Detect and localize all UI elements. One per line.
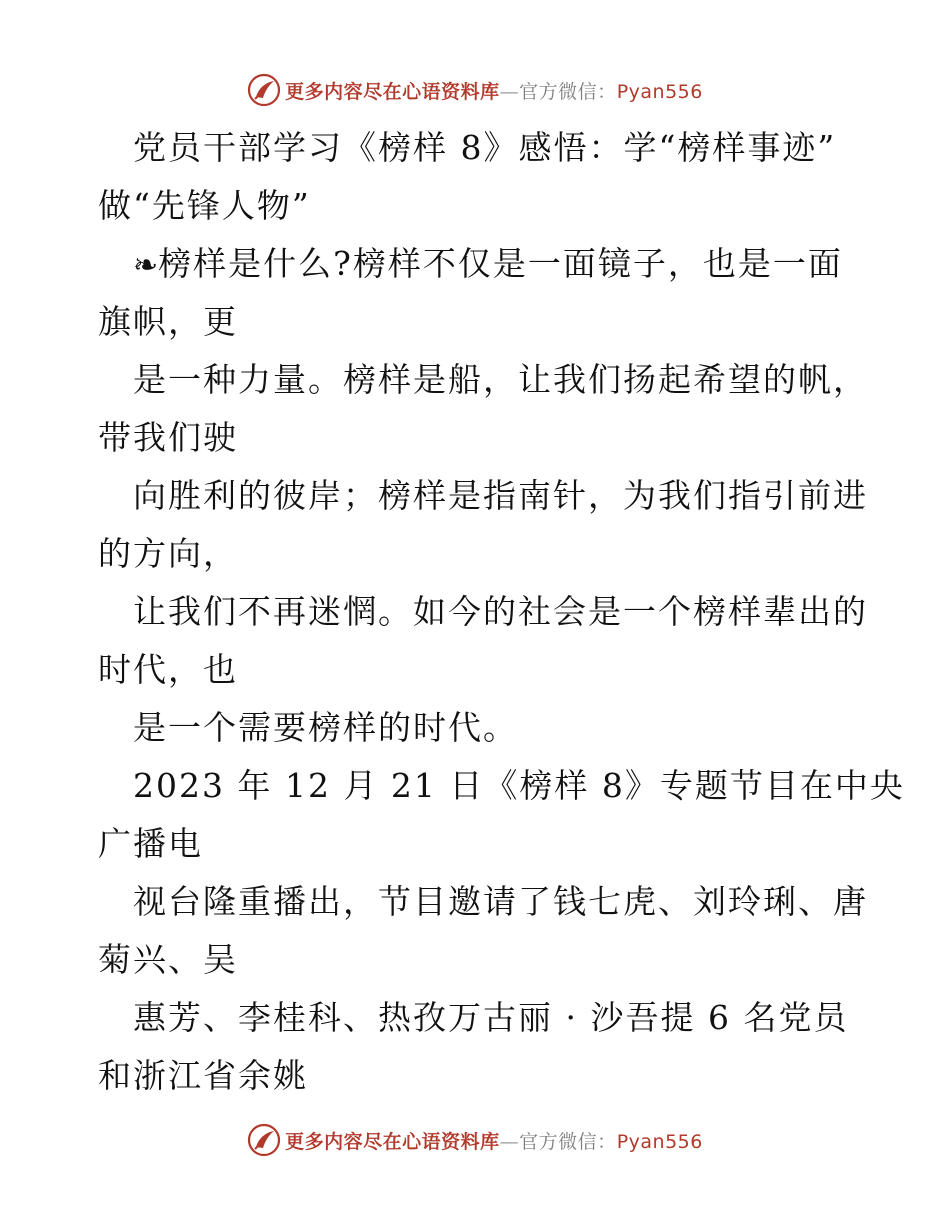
paragraph-line: 带我们驶 — [98, 418, 238, 457]
banner-dash: — — [499, 1130, 520, 1153]
paragraph-line: 让我们不再迷惘。如今的社会是一个榜样辈出的 — [133, 592, 868, 631]
title-line-2: 做“先锋人物” — [98, 186, 311, 225]
paragraph-line: 的方向， — [98, 534, 238, 573]
banner-main-text: 更多内容尽在心语资料库 — [285, 80, 500, 103]
banner-wechat-id: Pyan556 — [616, 80, 703, 103]
paragraph-line: 视台隆重播出，节目邀请了钱七虎、刘玲琍、唐 — [133, 882, 868, 921]
paragraph-line: 是一个需要榜样的时代。 — [133, 708, 518, 747]
paragraph-line: 广播电 — [98, 824, 203, 863]
library-logo-icon — [247, 1123, 281, 1157]
paragraph-line: 旗帜，更 — [98, 302, 238, 341]
paragraph-line: 惠芳、李桂科、热孜万古丽 · 沙吾提 6 名党员 — [133, 998, 849, 1037]
library-logo-icon — [247, 73, 281, 107]
paragraph-line-text: 榜样是什么?榜样不仅是一面镜子，也是一面 — [158, 244, 843, 283]
header-banner — [0, 72, 950, 108]
banner-dash: — — [499, 80, 520, 103]
banner-official-label: 官方微信： — [519, 80, 617, 103]
paragraph-line — [133, 244, 843, 286]
banner-wechat-id: Pyan556 — [616, 1130, 703, 1153]
title-line-1: 党员干部学习《榜样 8》感悟：学“榜样事迹” — [133, 128, 837, 167]
footer-banner — [0, 1122, 950, 1158]
paragraph-line: 和浙江省余姚 — [98, 1056, 308, 1095]
paragraph-line: 向胜利的彼岸；榜样是指南针，为我们指引前进 — [133, 476, 868, 515]
paragraph-line: 2023 年 12 月 21 日《榜样 8》专题节目在中央 — [133, 766, 905, 805]
banner-text — [285, 1127, 703, 1154]
banner-main-text: 更多内容尽在心语资料库 — [285, 1130, 500, 1153]
banner-official-label: 官方微信： — [519, 1130, 617, 1153]
paragraph-line: 是一种力量。榜样是船，让我们扬起希望的帆， — [133, 360, 868, 399]
paragraph-line: 时代，也 — [98, 650, 238, 689]
banner-text — [285, 77, 703, 104]
fleuron-bullet-icon: ❧ — [133, 248, 159, 283]
paragraph-line: 菊兴、吴 — [98, 940, 238, 979]
